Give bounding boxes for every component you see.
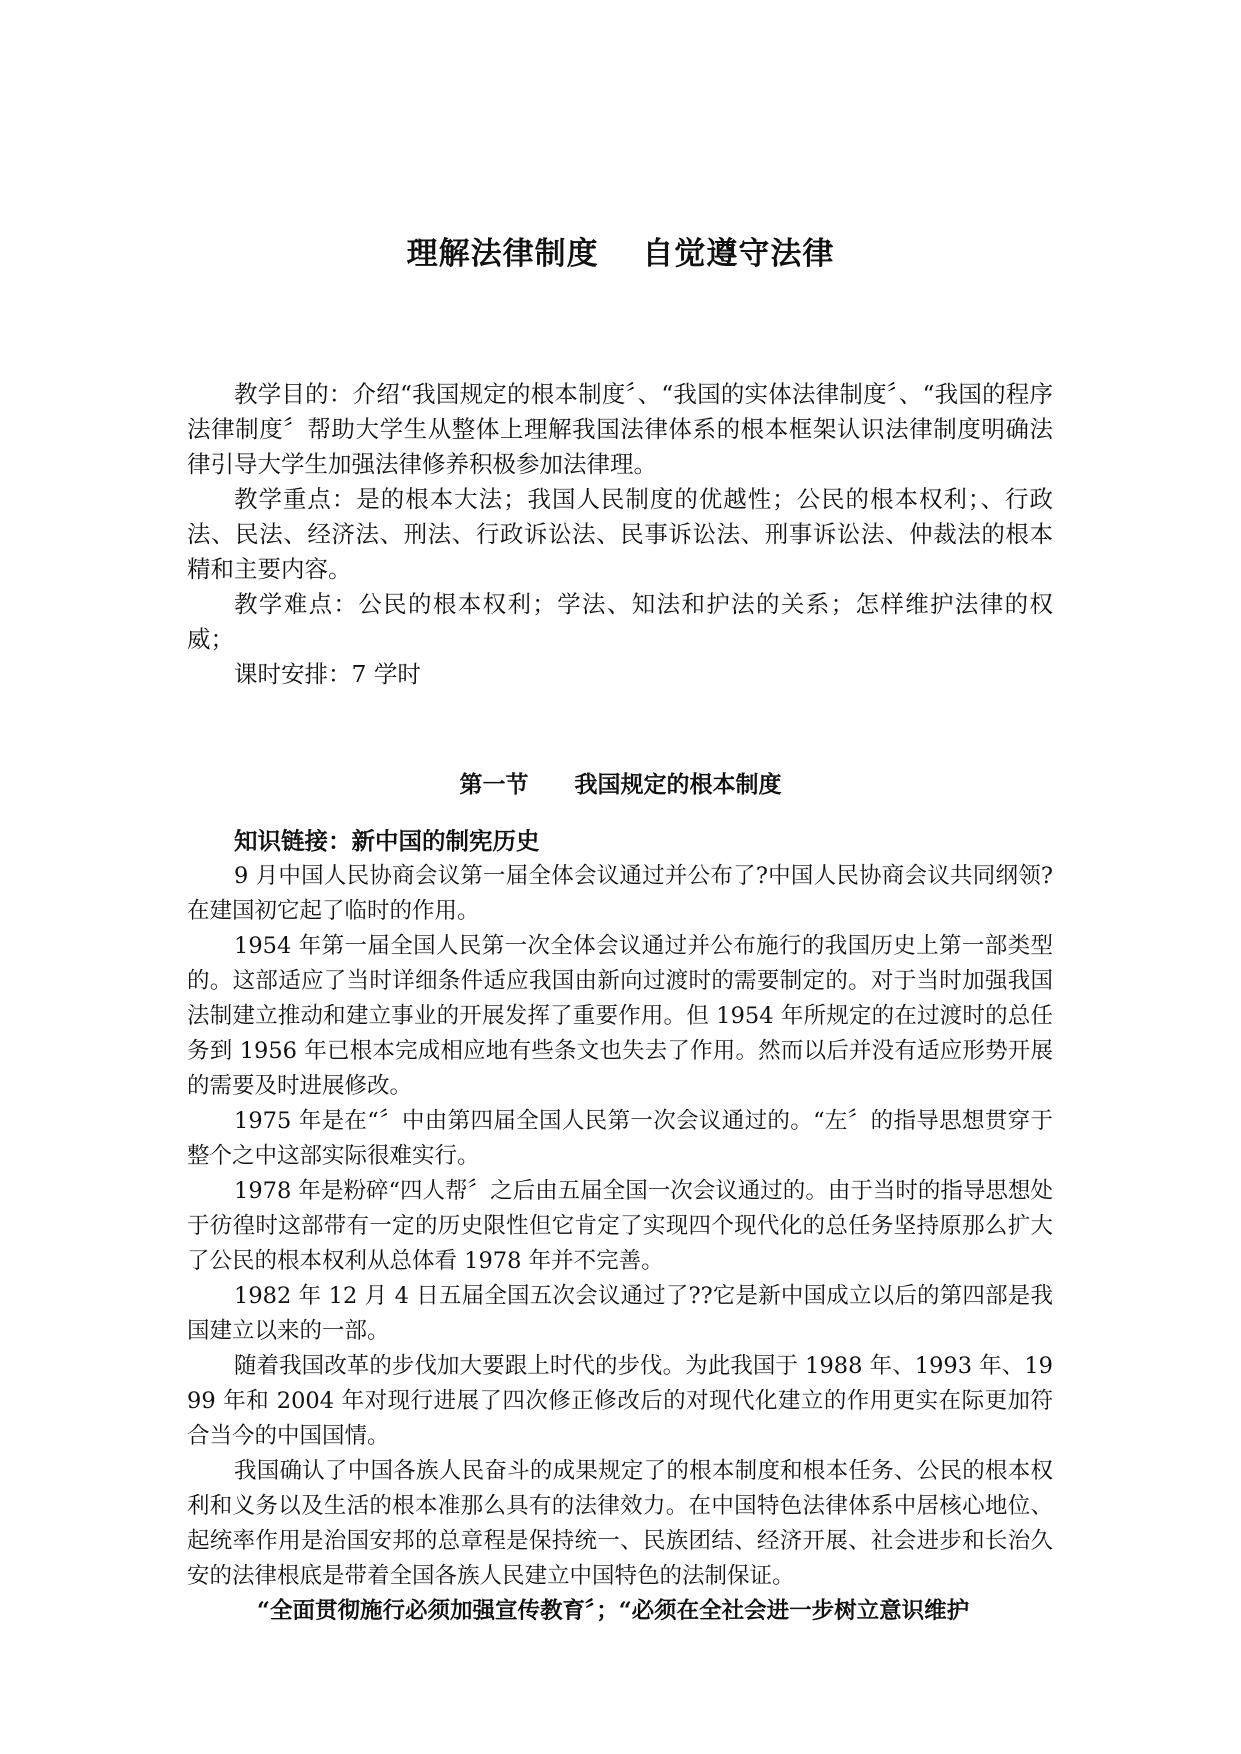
teaching-goal-paragraph: 教学目的：介绍“我国规定的根本制度〞、“我国的实体法律制度〞、“我国的程序法律制度〞帮助大学生从整体上理解我国法律体系的根本框架认识法律制度明确法律引导大学生加强法律修养积极参加法律理。: [187, 380, 1053, 478]
teaching-objectives: [187, 377, 1053, 692]
class-hours-paragraph: 课时安排：7 学时: [234, 660, 421, 688]
document-title: 理解法律制度 自觉遵守法律: [406, 236, 835, 272]
body-paragraph: 9 月中国人民协商会议第一届全体会议通过并公布了?中国人民协商会议共同纲领?在建国初它起了临时的作用。: [187, 863, 1053, 924]
knowledge-link-heading: 知识链接：新中国的制宪历史: [234, 827, 540, 855]
body-paragraph: 1954 年第一届全国人民第一次全体会议通过并公布施行的我国历史上第一部类型的。这部适应了当时详细条件适应我国由新向过渡时的需要制定的。对于当时加强我国法制建立推动和建立事业的开展发挥了重要作用。但 1954 年所规定的在过渡时的总任务到 1956 年已根本完成相应地有些条文也失去了作用。然而以后并没有适应形势开展的需要及时进展修改。: [187, 933, 1053, 1099]
body-paragraph: 我国确认了中国各族人民奋斗的成果规定了的根本制度和根本任务、公民的根本权利和义务以及生活的根本准那么具有的法律效力。在中国特色法律体系中居核心地位、起统率作用是治国安邦的总章程是保持统一、民族团结、经济开展、社会进步和长治久安的法律根底是带着全国各族人民建立中国特色的法制保证。: [187, 1458, 1053, 1589]
body-paragraph: 1978 年是粉碎“四人帮〞之后由五届全国一次会议通过的。由于当时的指导思想处于彷徨时这部带有一定的历史限性但它肯定了实现四个现代化的总任务坚持原那么扩大了公民的根本权利从总体看 1978 年并不完善。: [187, 1178, 1053, 1274]
teaching-difficulty-paragraph: 教学难点：公民的根本权利；学法、知法和护法的关系；怎样维护法律的权威；: [187, 590, 1053, 653]
section-heading: 第一节 我国规定的根本制度: [459, 771, 782, 798]
body-paragraph: 随着我国改革的步伐加大要跟上时代的步伐。为此我国于 1988 年、1993 年、1999 年和 2004 年对现行进展了四次修正修改后的对现代化建立的作用更实在际更加符合当今的中国国情。: [187, 1353, 1053, 1449]
body-paragraph: 1982 年 12 月 4 日五届全国五次会议通过了??它是新中国成立以后的第四部是我国建立以来的一部。: [187, 1283, 1053, 1344]
emphasis-line: “全面贯彻施行必须加强宣传教育〞；“必须在全社会进一步树立意识维护: [257, 1598, 970, 1624]
knowledge-link-section: [187, 824, 1053, 1629]
body-paragraph: 1975 年是在“〞中由第四届全国人民第一次会议通过的。“左〞的指导思想贯穿于整个之中这部实际很难实行。: [187, 1108, 1053, 1169]
teaching-focus-paragraph: 教学重点：是的根本大法；我国人民制度的优越性；公民的根本权利；、行政法、民法、经济法、刑法、行政诉讼法、民事诉讼法、刑事诉讼法、仲裁法的根本精和主要内容。: [187, 485, 1053, 583]
